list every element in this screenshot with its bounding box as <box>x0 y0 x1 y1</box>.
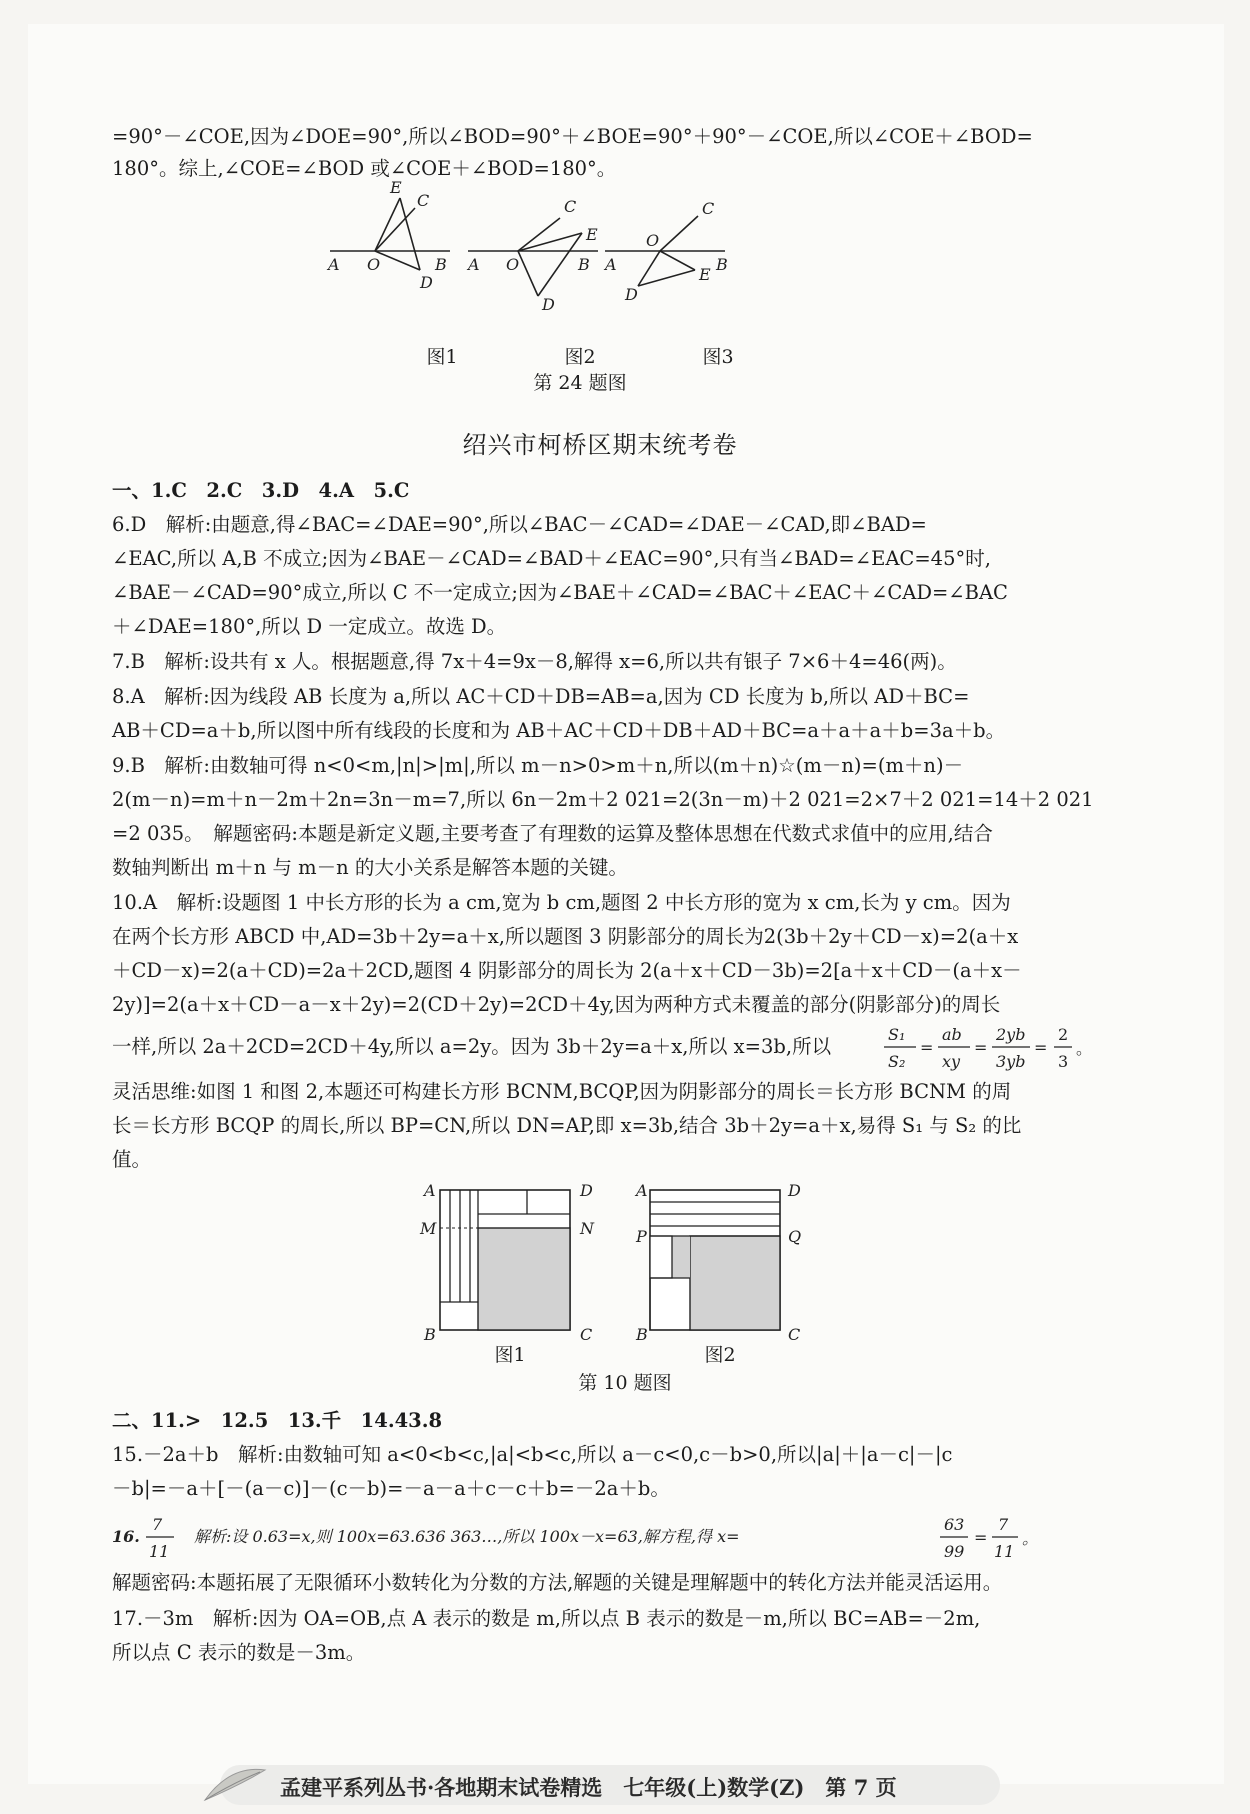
fig-label: 图2 <box>564 346 596 368</box>
answer-line: 2(m－n)=m＋n－2m＋2n=3n－m=7,所以 6n－2m＋2 021=2(3n－m)＋2 021=2×7＋2 021=14＋2 021 <box>112 788 1094 811</box>
answer-line: ∠BAE－∠CAD=90°成立,所以 C 不一定成立;因为∠BAE＋∠CAD=∠BAC＋∠EAC＋∠CAD=∠BAC <box>112 581 1008 604</box>
label: D <box>542 295 555 314</box>
fraction-num: 7 <box>998 1515 1009 1534</box>
label: D <box>625 285 638 304</box>
label: B <box>636 1325 648 1344</box>
svg-text:=: = <box>1034 1038 1048 1057</box>
fraction-den: 3 <box>1058 1052 1069 1071</box>
label: E <box>586 225 598 244</box>
fig24-1 <box>326 178 450 292</box>
answer-line: 数轴判断出 m＋n 与 m－n 的大小关系是解答本题的关键。 <box>112 856 628 879</box>
label: B <box>424 1325 436 1344</box>
fraction-expression <box>878 1018 1108 1078</box>
label: B <box>435 255 447 274</box>
leaf-icon <box>200 1760 270 1810</box>
answer-line: ＋CD－x)=2(a＋CD)=2a＋2CD,题图 4 阴影部分的周长为 2(a＋x＋CD－3b)=2[a＋x＋CD－(a＋x－ <box>112 959 1022 982</box>
fraction-den: 99 <box>944 1542 965 1561</box>
label: M <box>420 1219 437 1238</box>
fig-label: 图1 <box>494 1344 526 1366</box>
answer-line: 所以点 C 表示的数是－3m。 <box>112 1641 366 1664</box>
answer-line: ∠EAC,所以 A,B 不成立;因为∠BAE－∠CAD=∠BAD＋∠EAC=90°,只有当∠BAD=∠EAC=45°时, <box>112 547 991 570</box>
label: P <box>636 1227 647 1246</box>
footer-text: 孟建平系列丛书·各地期末试卷精选 七年级(上)数学(Z) 第 7 页 <box>280 1775 897 1800</box>
fraction-num: 7 <box>152 1515 163 1534</box>
label: C <box>788 1325 801 1344</box>
label: N <box>580 1219 594 1238</box>
period: 。 <box>1076 1039 1093 1058</box>
answer-line: 8.A 解析:因为线段 AB 长度为 a,所以 AC＋CD＋DB=AB=a,因为 CD 长度为 b,所以 AD＋BC= <box>112 685 970 708</box>
svg-text:=: = <box>974 1528 988 1547</box>
label: C <box>702 199 715 218</box>
answer-text: 解析:设 0.63=x,则 100x=63.636 363…,所以 100x－x=63,解方程,得 x= <box>178 1527 740 1546</box>
section-title: 绍兴市柯桥区期末统考卷 <box>462 431 738 459</box>
fraction-num: 2yb <box>996 1025 1026 1044</box>
figure-caption: 第 10 题图 <box>578 1372 672 1394</box>
q-number: 16. <box>112 1527 140 1546</box>
label: A <box>328 255 340 274</box>
answer-line: 一样,所以 2a＋2CD=2CD＋4y,所以 a=2y。因为 3b＋2y=a＋x,所以 x=3b,所以 <box>112 1035 832 1058</box>
text-line: =90°－∠COE,因为∠DOE=90°,所以∠BOD=90°＋∠BOE=90°＋90°－∠COE,所以∠COE＋∠BOD= <box>112 125 1033 148</box>
label: B <box>716 255 728 274</box>
fig-label: 图2 <box>704 1344 736 1366</box>
fraction-num: 63 <box>944 1515 965 1534</box>
answer-line: 2y)]=2(a＋x＋CD－a－x＋2y)=2(CD＋2y)=2CD＋4y,因为两种方式未覆盖的部分(阴影部分)的周长 <box>112 993 1001 1016</box>
fraction-den: xy <box>942 1052 961 1071</box>
fraction-den: 11 <box>994 1542 1015 1561</box>
label: E <box>699 265 711 284</box>
answer-line: AB＋CD=a＋b,所以图中所有线段的长度和为 AB＋AC＋CD＋DB＋AD＋BC=a＋a＋a＋b=3a＋b。 <box>112 719 1006 742</box>
fig10-1 <box>419 1181 595 1344</box>
label: A <box>468 255 480 274</box>
fig24-2 <box>466 197 598 314</box>
answer-line: 17.－3m 解析:因为 OA=OB,点 A 表示的数是 m,所以点 B 表示的数是－m,所以 BC=AB=－2m, <box>112 1607 981 1630</box>
answer-line: 15.－2a＋b 解析:由数轴可知 a<0<b<c,|a|<b<c,所以 a－c<0,c－b>0,所以|a|＋|a－c|－|c <box>112 1443 953 1466</box>
label: E <box>390 178 402 197</box>
fraction-den: 11 <box>149 1542 170 1561</box>
figure-24 <box>320 178 760 328</box>
fraction-num: ab <box>942 1025 962 1044</box>
figure-caption: 第 24 题图 <box>533 372 627 394</box>
answer-line: 二、11.> 12.5 13.千 14.43.8 <box>112 1409 443 1432</box>
label: A <box>605 255 617 274</box>
label: O <box>367 255 381 274</box>
label: B <box>578 255 590 274</box>
svg-text:=: = <box>974 1038 988 1057</box>
fraction-num: 2 <box>1058 1025 1069 1044</box>
q16-line <box>112 1508 1112 1564</box>
label: O <box>646 231 660 250</box>
label: C <box>417 191 430 210</box>
label: Q <box>788 1227 802 1246</box>
label: D <box>420 273 433 292</box>
figure-10 <box>410 1180 830 1350</box>
answer-line: 9.B 解析:由数轴可得 n<0<m,|n|>|m|,所以 m－n>0>m＋n,所以(m＋n)☆(m－n)=(m＋n)－ <box>112 754 964 777</box>
answer-line: 10.A 解析:设题图 1 中长方形的长为 a cm,宽为 b cm,题图 2 中长方形的宽为 x cm,长为 y cm。因为 <box>112 891 1011 914</box>
answer-line: 7.B 解析:设共有 x 人。根据题意,得 7x＋4=9x－8,解得 x=6,所以共有银子 7×6＋4=46(两)。 <box>112 650 957 673</box>
answer-line: －b|=－a＋[－(a－c)]－(c－b)=－a－a＋c－c＋b=－2a＋b。 <box>112 1477 670 1500</box>
label: D <box>580 1181 593 1200</box>
note-line: 值。 <box>112 1148 152 1171</box>
note-line: 解题密码:本题拓展了无限循环小数转化为分数的方法,解题的关键是理解题中的转化方法并能灵活运用。 <box>112 1571 1003 1594</box>
text-line: 180°。综上,∠COE=∠BOD 或∠COE＋∠BOD=180°。 <box>112 157 617 180</box>
answer-line: 6.D 解析:由题意,得∠BAC=∠DAE=90°,所以∠BAC－∠CAD=∠DAE－∠CAD,即∠BAD= <box>112 513 927 536</box>
fig24-3 <box>603 199 728 304</box>
answer-line: =2 035。 解题密码:本题是新定义题,主要考查了有理数的运算及整体思想在代数式求值中的应用,结合 <box>112 822 993 845</box>
label: A <box>424 1181 436 1200</box>
answer-line: 在两个长方形 ABCD 中,AD=3b＋2y=a＋x,所以题图 3 阴影部分的周长为2(3b＋2y＋CD－x)=2(a＋x <box>112 925 1019 948</box>
note-line: 灵活思维:如图 1 和图 2,本题还可构建长方形 BCNM,BCQP,因为阴影部分的周长＝长方形 BCNM 的周 <box>112 1080 1012 1103</box>
answer-line: ＋∠DAE=180°,所以 D 一定成立。故选 D。 <box>112 615 507 638</box>
fig-label: 图1 <box>426 346 458 368</box>
fraction-den: S₂ <box>888 1052 906 1071</box>
label: C <box>564 197 577 216</box>
note-line: 长＝长方形 BCQP 的周长,所以 BP=CN,所以 DN=AP,即 x=3b,结合 3b＋2y=a＋x,易得 S₁ 与 S₂ 的比 <box>112 1114 1022 1137</box>
fig-label: 图3 <box>702 346 734 368</box>
period: 。 <box>1022 1529 1039 1548</box>
fig10-2 <box>634 1181 801 1344</box>
fraction-num: S₁ <box>888 1025 906 1044</box>
svg-text:=: = <box>920 1038 934 1057</box>
label: C <box>580 1325 593 1344</box>
label: O <box>506 255 520 274</box>
answer-line: 一、1.C 2.C 3.D 4.A 5.C <box>112 479 410 502</box>
fraction-den: 3yb <box>996 1052 1026 1071</box>
label: A <box>636 1181 648 1200</box>
label: D <box>788 1181 801 1200</box>
